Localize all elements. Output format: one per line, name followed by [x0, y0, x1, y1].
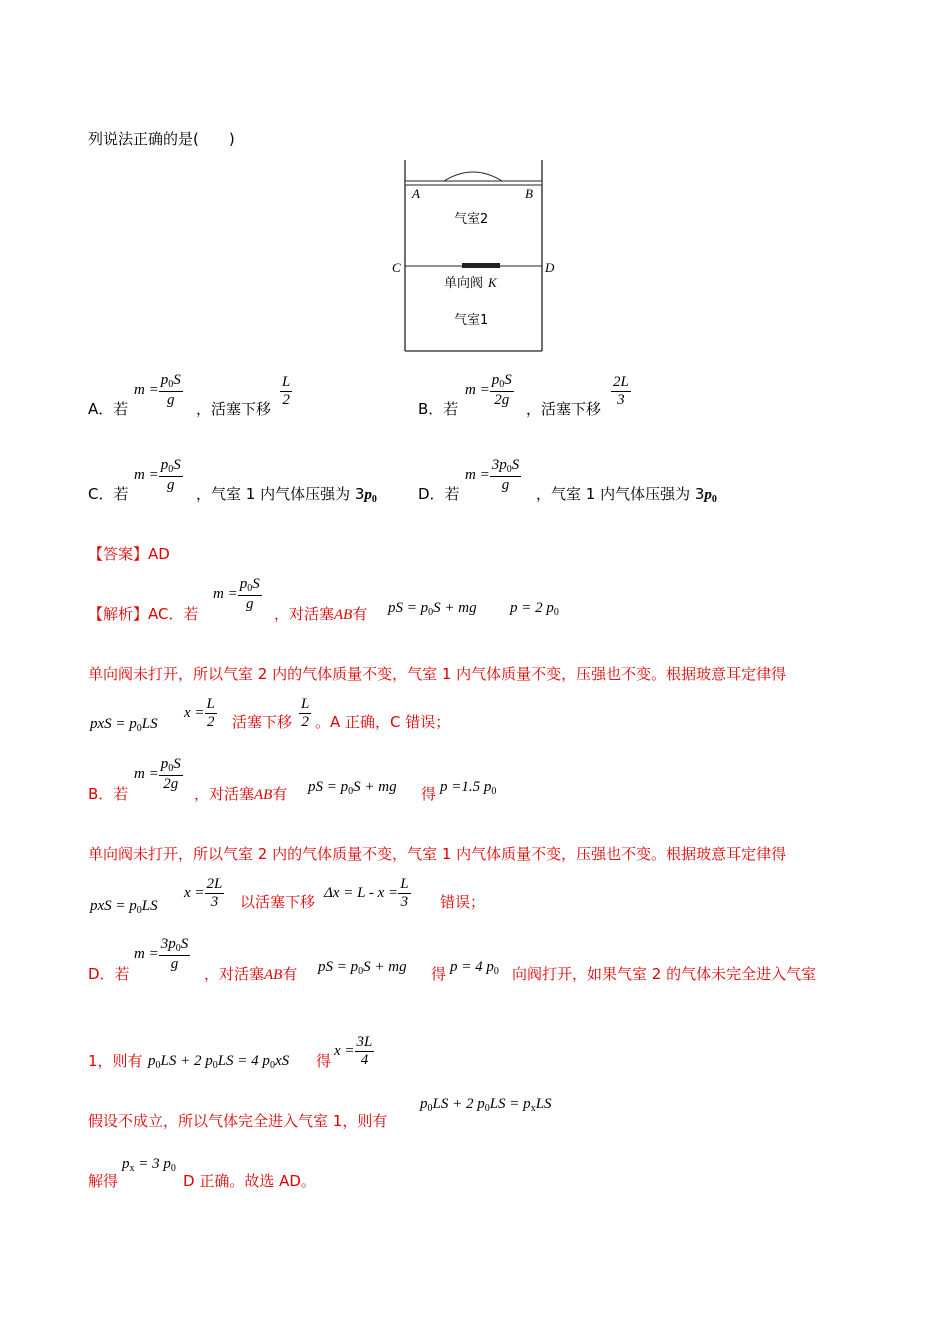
chamber2-label: 气室2: [454, 212, 489, 227]
analysis-d-prefix: D．若: [88, 965, 130, 983]
analysis-b-condition: m = $\frac{p_0S}{2g}$: [134, 756, 181, 792]
option-a-fraction: $\frac{L}{2}$: [282, 374, 291, 409]
option-d-formula: m = $\frac{3p_0S}{g}$: [465, 457, 520, 493]
analysis-l6-equation: pxS = $p_0LS$: [90, 898, 158, 916]
analysis-l3-end: 。A 正确，C 错误；: [315, 713, 451, 731]
option-c-prefix: C．若: [88, 485, 129, 503]
option-a-prefix: A．若: [88, 400, 129, 418]
analysis-l9-start: 假设不成立，所以气体完全进入气室 1，则有: [88, 1112, 388, 1130]
answer: 【答案】AD: [88, 545, 170, 563]
valve-k-mark: [462, 263, 500, 268]
analysis-l10-start: 解得: [88, 1172, 119, 1190]
analysis-line5: 单向阀未打开，所以气室 2 内的气体质量不变，气室 1 内气体质量不变，压强也不变。根据玻意耳定律得: [88, 845, 787, 863]
analysis-l3-mid: 活塞下移: [232, 713, 293, 731]
analysis-b-result: p =1.5 $p_0$: [440, 779, 497, 797]
option-c-text: ，气室 1 内气体压强为 $3p_0$: [196, 485, 377, 505]
analysis-l3-fraction: $\frac{L}{2}$: [301, 696, 310, 731]
option-b-formula: m = $\frac{p_0S}{2g}$: [465, 372, 512, 408]
valve-label: 单向阀: [444, 276, 484, 291]
analysis-b-prefix: B．若: [88, 785, 129, 803]
analysis-d-condition: m = $\frac{3p_0S}{g}$: [134, 936, 189, 972]
analysis-l1-text: ，对活塞AB有: [274, 605, 368, 623]
analysis-b-de: 得: [421, 785, 437, 803]
label-b: B: [525, 186, 533, 201]
piston-handle: [444, 172, 502, 181]
valve-k-label: K: [488, 275, 497, 290]
option-d-prefix: D．若: [418, 485, 460, 503]
analysis-d-text: ，对活塞AB有: [204, 965, 298, 983]
option-a-formula: m = $\frac{p_0S}{g}$: [134, 372, 181, 408]
option-c-formula: m = $\frac{p_0S}{g}$: [134, 457, 181, 493]
analysis-l1-result: p = 2 $p_0$: [510, 600, 559, 618]
label-c: C: [392, 260, 401, 275]
analysis-l1-equation: pS = $p_0S$ + mg: [388, 600, 477, 618]
analysis-l9-equation: $p_0LS + 2$ $p_0LS = p_xLS$: [420, 1096, 552, 1114]
analysis-label: 【解析】AC．若: [88, 605, 199, 623]
option-d-mid: ，气室 1 内气体压强为 3: [536, 485, 705, 503]
analysis-l8-x: x = $\frac{3L}{4}$: [334, 1034, 373, 1069]
option-c-mid: ，气室 1 内气体压强为 3: [196, 485, 365, 503]
option-b-text: ，活塞下移: [526, 400, 602, 418]
analysis-l8-start: 1，则有: [88, 1052, 143, 1070]
option-b-fraction: $\frac{2L}{3}$: [613, 374, 629, 409]
question-stem: 列说法正确的是( ): [88, 130, 235, 148]
analysis-d-result: p = 4 $p_0$: [450, 959, 499, 977]
analysis-l10-end: D 正确。故选 AD。: [183, 1172, 316, 1190]
option-d-text: ，气室 1 内气体压强为 $3p_0$: [536, 485, 717, 505]
analysis-l6-delta: Δx = L - x = $\frac{L}{3}$: [324, 876, 409, 911]
analysis-b-text: ，对活塞AB有: [194, 785, 288, 803]
analysis-l3-equation: pxS = $p_0LS$: [90, 716, 158, 734]
label-d: D: [545, 260, 555, 275]
option-b-prefix: B．若: [418, 400, 459, 418]
analysis-l6-x: x = $\frac{2L}{3}$: [184, 876, 223, 911]
analysis-l10-equation: $p_x = 3$ $p_0$: [122, 1156, 176, 1174]
analysis-d-equation: pS = $p_0S$ + mg: [318, 959, 407, 977]
analysis-d-end: 向阀打开，如果气室 2 的气体未完全进入气室: [512, 965, 817, 983]
analysis-l1-condition: m = $\frac{p_0S}{g}$: [213, 576, 260, 612]
analysis-l8-equation: $p_0LS + 2$ $p_0LS = 4$ $p_0xS$: [148, 1053, 290, 1071]
analysis-l6-mid: 以活塞下移: [240, 893, 316, 911]
chamber1-label: 气室1: [454, 313, 489, 328]
analysis-l6-end: 错误；: [440, 893, 486, 911]
option-a-text: ，活塞下移: [196, 400, 272, 418]
label-a: A: [412, 186, 420, 201]
analysis-l3-x: x = $\frac{L}{2}$: [184, 696, 215, 731]
analysis-b-equation: pS = $p_0S$ + mg: [308, 779, 397, 797]
cylinder-diagram: [388, 155, 563, 357]
analysis-d-de: 得: [431, 965, 447, 983]
analysis-l8-de: 得: [316, 1052, 332, 1070]
analysis-line2: 单向阀未打开，所以气室 2 内的气体质量不变，气室 1 内气体质量不变，压强也不变。根据玻意耳定律得: [88, 665, 787, 683]
piston-ab: [405, 181, 542, 185]
